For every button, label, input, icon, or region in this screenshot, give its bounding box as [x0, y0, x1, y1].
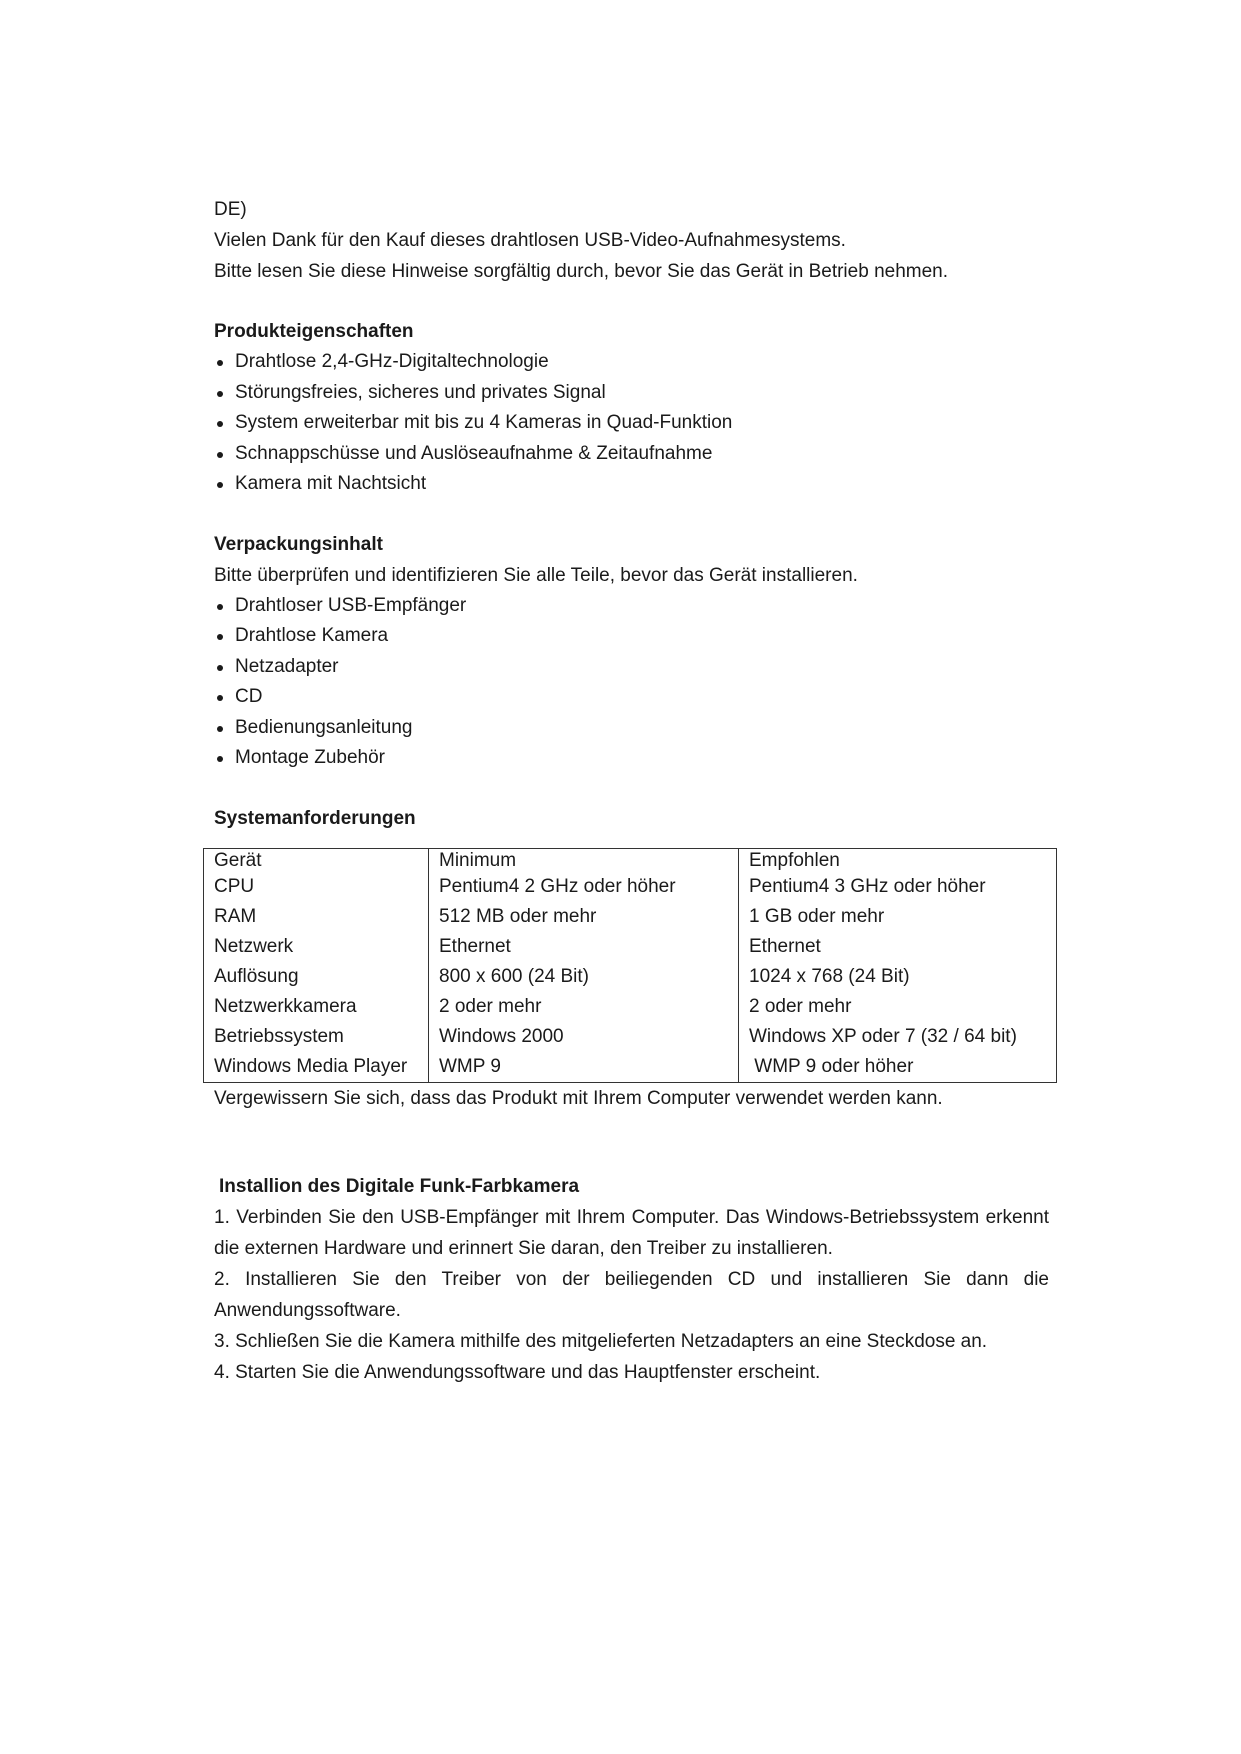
table-cell: WMP 9 — [429, 1052, 739, 1082]
table-cell: 2 oder mehr — [739, 992, 1057, 1022]
table-cell: Pentium4 2 GHz oder höher — [429, 872, 739, 902]
table-cell: 800 x 600 (24 Bit) — [429, 962, 739, 992]
install-step: 4. Starten Sie die Anwendungssoftware und das Hauptfenster erscheint. — [214, 1361, 821, 1383]
read-instructions-text: Bitte lesen Sie diese Hinweise sorgfältig durch, bevor Sie das Gerät in Betrieb nehmen. — [214, 261, 949, 282]
language-marker: DE) — [214, 199, 247, 220]
table-cell: 512 MB oder mehr — [429, 902, 739, 932]
table-cell: RAM — [204, 902, 429, 932]
header-cell-minimum: Minimum — [429, 848, 739, 872]
list-item: Netzadapter — [214, 652, 1049, 683]
install-heading: Installion des Digitale Funk-Farbkamera — [219, 1175, 580, 1197]
table-cell: Netzwerk — [204, 932, 429, 962]
table-cell: Windows 2000 — [429, 1022, 739, 1052]
table-cell: Windows Media Player — [204, 1052, 429, 1082]
list-item: Störungsfreies, sicheres und privates Signal — [214, 378, 1049, 409]
features-heading: Produkteigenschaften — [214, 321, 414, 342]
table-cell: Ethernet — [739, 932, 1057, 962]
table-cell: WMP 9 oder höher — [739, 1052, 1057, 1082]
document-content — [214, 194, 1049, 1388]
list-item: Drahtlose 2,4-GHz-Digitaltechnologie — [214, 347, 1049, 378]
table-row — [204, 932, 1057, 962]
list-item: Kamera mit Nachtsicht — [214, 469, 1049, 500]
table-cell: 1024 x 768 (24 Bit) — [739, 962, 1057, 992]
package-list — [214, 591, 1049, 774]
header-cell-recommended: Empfohlen — [739, 848, 1057, 872]
list-item: Bedienungsanleitung — [214, 713, 1049, 744]
install-step: 3. Schließen Sie die Kamera mithilfe des mitgelieferten Netzadapters an eine Steckdose an. — [214, 1330, 988, 1352]
table-cell: 1 GB oder mehr — [739, 902, 1057, 932]
table-cell: Windows XP oder 7 (32 / 64 bit) — [739, 1022, 1057, 1052]
list-item: CD — [214, 682, 1049, 713]
table-row — [204, 992, 1057, 1022]
list-item: Schnappschüsse und Auslöseaufnahme & Zeitaufnahme — [214, 439, 1049, 470]
install-step: 2. Installieren Sie den Treiber von der beiliegenden CD und installieren Sie dann die Anwendungssoftware. — [214, 1268, 1049, 1321]
table-cell: Auflösung — [204, 962, 429, 992]
list-item: Drahtloser USB-Empfänger — [214, 591, 1049, 622]
compatibility-note: Vergewissern Sie sich, dass das Produkt mit Ihrem Computer verwendet werden kann. — [214, 1087, 943, 1109]
table-row — [204, 902, 1057, 932]
list-item: System erweiterbar mit bis zu 4 Kameras in Quad-Funktion — [214, 408, 1049, 439]
table-header-row — [204, 848, 1057, 872]
table-row — [204, 872, 1057, 902]
list-item: Drahtlose Kamera — [214, 621, 1049, 652]
table-cell: CPU — [204, 872, 429, 902]
requirements-table — [203, 848, 1057, 1083]
features-list — [214, 347, 1049, 500]
install-step: 1. Verbinden Sie den USB-Empfänger mit Ihrem Computer. Das Windows-Betriebssystem erkennt die externen Hardware und erinnert Sie daran, den Treiber zu installieren. — [214, 1206, 1049, 1259]
table-cell: Ethernet — [429, 932, 739, 962]
list-item: Montage Zubehör — [214, 743, 1049, 774]
table-row — [204, 1052, 1057, 1082]
table-cell: Pentium4 3 GHz oder höher — [739, 872, 1057, 902]
table-row — [204, 1022, 1057, 1052]
table-cell: Netzwerkkamera — [204, 992, 429, 1022]
requirements-heading: Systemanforderungen — [214, 807, 416, 829]
package-intro: Bitte überprüfen und identifizieren Sie alle Teile, bevor das Gerät installieren. — [214, 564, 858, 586]
header-cell-device: Gerät — [204, 848, 429, 872]
table-cell: 2 oder mehr — [429, 992, 739, 1022]
thanks-text: Vielen Dank für den Kauf dieses drahtlosen USB-Video-Aufnahmesystems. — [214, 230, 846, 251]
table-cell: Betriebssystem — [204, 1022, 429, 1052]
table-row — [204, 962, 1057, 992]
package-heading: Verpackungsinhalt — [214, 533, 383, 555]
